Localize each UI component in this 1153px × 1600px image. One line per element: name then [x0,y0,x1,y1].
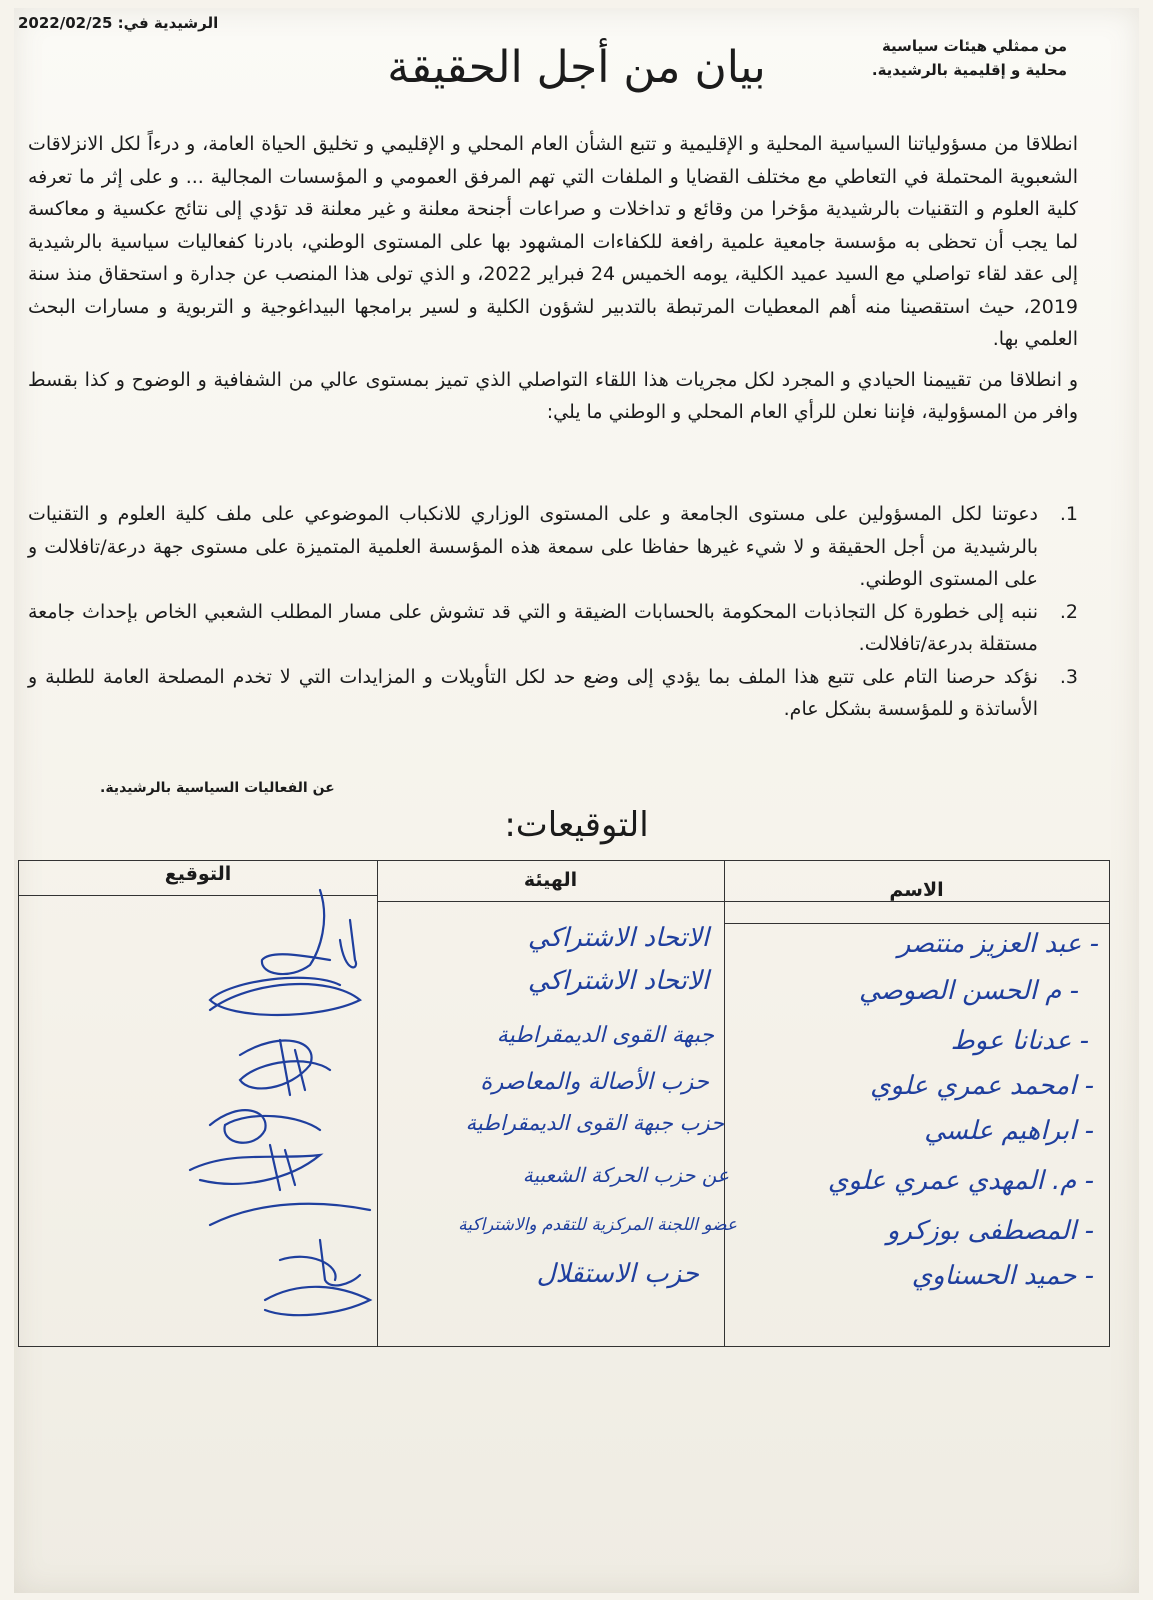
paragraph-evaluation: و انطلاقا من تقييمنا الحيادي و المجرد لكل مجريات هذا اللقاء التواصلي الذي تميز بمستوى عالي من الشفافية و الوضوح و كذا بقسط وافر من المسؤولية، فإننا نعلن للرأي العام المحلي و الوطني ما يلي: [28,368,1078,423]
sender-line-2: محلية و إقليمية بالرشيدية. [871,61,1067,79]
header-divider [724,923,1109,924]
paragraph-intro: انطلاقا من مسؤولياتنا السياسية المحلية و الإقليمية و تتبع الشأن العام المحلي و الإقليمي و تخليق الحياة العامة، و درءاً لكل الانزلاقات الشعبوية المحتملة في التعاطي مع مختلف القضايا و الملفات التي تهم المرفق العمومي و المؤسسات المجالية ... و على إثر ما تعرفه كلية العلوم و التقنيات بالرشيدية مؤخرا من وقائع و تداخلات و صراعات أجنحة معلنة و غير معلنة قد تؤدي إلى نتائج عكسية و معاكسة لما يجب أن تحظى به مؤسسة جامعية علمية رافعة للكفاءات المشهود بها على المستوى الوطني، بادرنا كفعاليات سياسية بالرشيدية إلى عقد لقاء تواصلي مع السيد عميد الكلية، يومه الخميس 24 فبراير 2022، و الذي تولى هذا المنصب عن جدارة و استحقاق منذ سنة 2019، حيث استقصينا منه أهم المعطيات المرتبطة بالتدبير لشؤون الكلية و لسير برامجها البيداغوجية و التربوية و مسارات البحث العلمي بها. [28,133,1078,350]
signer-body: عن حزب الحركة الشعبية [522,1163,729,1187]
signer-name: - م الحسن الصوصي [858,976,1079,1006]
list-text: دعوتنا لكل المسؤولين على مستوى الجامعة و على المستوى الوزاري للانكباب الموضوعي على ملف كلية العلوم و التقنيات بالرشيدية من أجل الحقيقة و لا شيء غيرها حفاظا على سمعة هذه المؤسسة العلمية المتميزة على مستوى جهة درعة/تافلالت و على المستوى الوطني. [28,503,1038,590]
signature-3-marks [280,1040,305,1095]
signature-2 [210,978,360,1015]
list-text: ننبه إلى خطورة كل التجاذبات المحكومة بالحسابات الضيقة و التي قد تشوش على مسار المطلب الشعبي الخاص بإحداث جامعة مستقلة بدرعة/تافلالت. [28,600,1038,655]
signer-body: جبهة القوى الديمقراطية [496,1023,714,1048]
signature-4 [210,1110,320,1143]
signer-name: - عدنانا عوط [950,1026,1089,1056]
signer-name: - المصطفى بوزكرو [886,1216,1094,1246]
signatures-heading: التوقيعات: [504,805,649,845]
signature-5 [190,1155,320,1184]
signoff: عن الفعاليات السياسية بالرشيدية. [100,780,335,796]
column-divider [724,861,725,1346]
list-text: نؤكد حرصنا التام على تتبع هذا الملف بما يؤدي إلى وضع حد لكل التأويلات و المزايدات التي لا تخدم المصلحة العامة للطلبة و الأساتذة و للمؤسسة بشكل عام. [28,665,1038,720]
signer-name: - امحمد عمري علوي [870,1071,1094,1101]
signer-body: حزب الاستقلال [536,1259,699,1289]
signature-8 [265,1287,370,1315]
signer-body: حزب جبهة القوى الديمقراطية [465,1111,724,1135]
signature-1 [262,890,330,974]
signer-body: عضو اللجنة المركزية للتقدم والاشتراكية [458,1215,737,1235]
signatures-scribbles [170,880,400,1340]
signature-1-tail [340,920,356,967]
list-number: 3. [1059,665,1078,688]
signer-name: - عبد العزيز منتصر [897,929,1099,959]
demands-list [28,498,1078,726]
signer-body: الاتحاد الاشتراكي [527,966,709,996]
signature-8-loop [280,1257,336,1280]
signer-body: الاتحاد الاشتراكي [527,923,709,953]
sender-line-1: من ممثلي هيئات سياسية [881,37,1067,55]
list-number: 1. [1059,503,1078,525]
signer-name: - حميد الحسناوي [911,1261,1094,1291]
column-header-signature: التوقيع [164,863,232,885]
list-item [28,596,1078,661]
list-number: 2. [1059,600,1078,623]
page-title: بيان من أجل الحقيقة [387,42,766,93]
column-header-body: الهيئة [523,869,578,891]
signature-6 [210,1204,370,1225]
statement-body [28,128,1078,437]
signer-body: حزب الأصالة والمعاصرة [480,1069,709,1095]
header-divider [377,901,1109,902]
signer-name: - ابراهيم علسي [924,1116,1094,1146]
list-item [28,661,1078,726]
list-item [28,498,1078,596]
column-header-name: الاسم [889,879,944,901]
document-date: الرشيدية في: 2022/02/25 [18,14,219,32]
signer-name: - م. المهدي عمري علوي [827,1166,1094,1196]
signature-5-marks [270,1145,295,1190]
